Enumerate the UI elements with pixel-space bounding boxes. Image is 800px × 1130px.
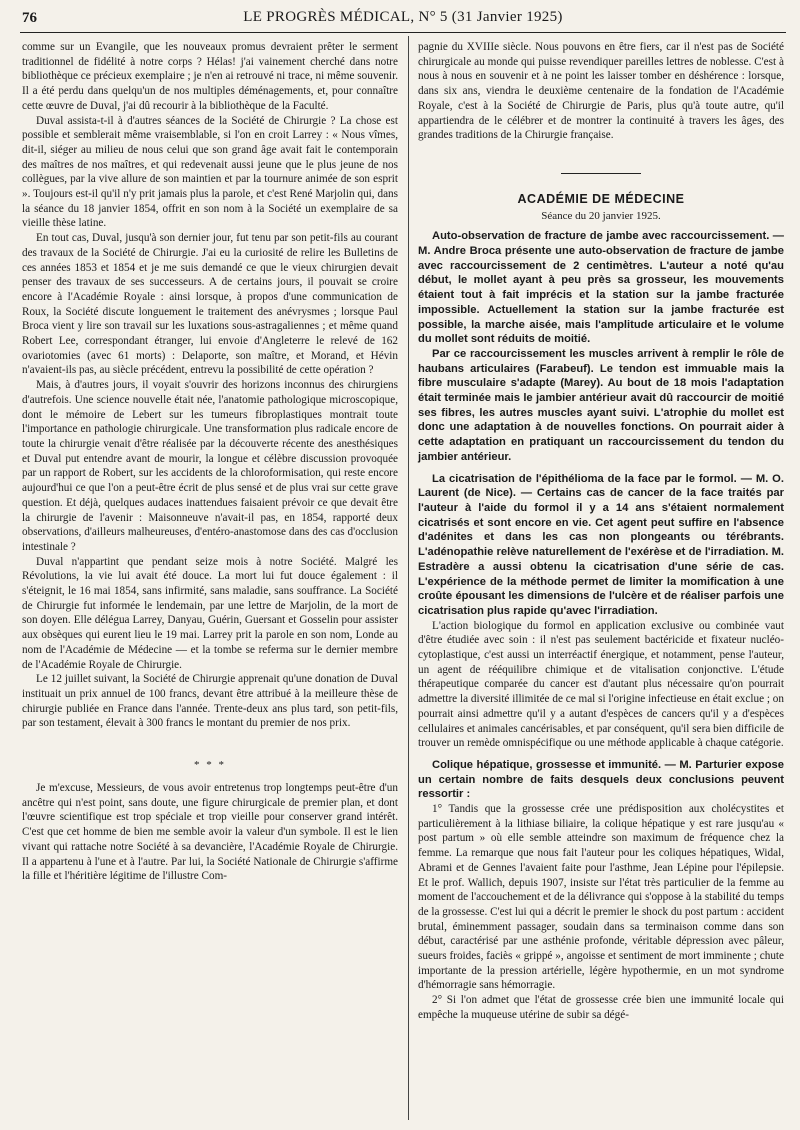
paragraph: 2° Si l'on admet que l'état de grossesse crée bien une immunité locale qui empêche la muqueuse utérine de subir sa dégé- xyxy=(418,994,784,1021)
paragraph: L'action biologique du formol en application exclusive ou combinée vaut d'être étudiée avec soin : il n'est pas seulement bactéricide et fixateur nucléo-cytoplastique, c'est aussi un interréactif énergique, et notamment, pense l'auteur, un agent de rééquilibre chimique et de vitalisation conjonctive. L'étude thérapeutique comparée du cancer est d'autant plus nécessaire qu'on pourrait admettre la diversité illimitée de ce mal si l'origine infectieuse en était exclue ; on pourrait ainsi admettre qu'il y a autant d'espèces de cancers qu'il y a d'espèces cellulaires et animales cancérisables, et par conséquent, qu'il sera bien difficile de trouver un remède omnispécifique ou une méthode applicable à chaque catégorie. xyxy=(418,619,784,750)
paragraph: 1° Tandis que la grossesse crée une prédisposition aux cholécystites et particulièrement à la lithiase biliaire, la colique hépatique y est rare jusqu'au « post partum » où elle semble atteindre son maximum de fréquence chez la femme. La remarque que nous fait l'auteur pour les coliques hépatiques, Widal, Abrami et de Gennes l'avaient faite pour l'asthme, Jean Lépine pour l'épilepsie. Et le prof. Wallich, depuis 1907, insiste sur l'état très particulier de la femme au moment de l'accouchement et de la délivrance qui s'oppose à la stabilité du temps de la grossesse. C'est lui qui a décrit le premier le shock du post partum : accident brutal, éminemment passager, soudain dans sa terminaison comme dans son début, caractérisé par une asthénie profonde, véritable dépression avec pâleur, sueurs froides, faciès « grippé », angoisse et sentiment de mort imminente ; chute importante de la pression artérielle, légère hypothermie, en un mot syndrome d'hémorragie sans hémorragie. xyxy=(418,803,784,992)
left-column xyxy=(22,40,398,1120)
paragraph: pagnie du XVIIIe siècle. Nous pouvons en être fiers, car il n'est pas de Société chirurgicale au monde qui puisse revendiquer pareilles lettres de noblesse. C'est à nous à nous en souvenir et à ne point les laisser tomber en déshérence : lorsque, dans six ans, viendra le deuxième centenaire de la fondation de l'Académie Royale, c'est à la Société de Chirurgie de Paris, plus qu'à toute autre, qu'il appartiendra de le célébrer et de montrer la continuité à travers les âges, des grandes traditions de la Chirurgie française. xyxy=(418,41,784,142)
paragraph: La cicatrisation de l'épithélioma de la face par le formol. — M. O. Laurent (de Nice). — Certains cas de cancer de la face traités par l'auteur à l'aide du formol il y a 14 ans s'étaient normalement cicatrisés et sont encore en vie. Cet agent peut suffire en l'absence d'adénites et dans les cas non plongeants ou térébrants. L'adénopathie relève naturellement de l'exérèse et de l'irradiation. M. Estradère a aussi obtenu la cicatrisation d'une série de cas. L'expérience de la méthode permet de limiter la momification à une croûte épousant les dimensions de l'ulcère et de réaliser parfois une cicatrisation plus rapide qu'avec l'irradiation. xyxy=(418,472,784,617)
paragraph: comme sur un Evangile, que les nouveaux promus devraient prêter le serment traditionnel de fidélité à notre corps ? Hélas! j'ai vainement cherché dans notre bibliothèque ce précieux exemplaire ; je n'en ai retrouvé ni trace, ni même souvenir. Il a été perdu dans quelqu'un de nos multiples déménagements, et, pour connaître cette œuvre de Duval, j'ai dû recourir à la bibliothèque de la Faculté. xyxy=(22,41,398,112)
section-date: Séance du 20 janvier 1925. xyxy=(541,209,661,222)
paragraph: Par ce raccourcissement les muscles arrivent à remplir le rôle de haubans articulaires (Farabeuf). Le tendon est immuable mais la fibre musculaire s'adapte (Marey). Au bout de 18 mois l'adaptation était terminée mais le jambier antérieur avait dû raccourcir de moitié ses fibres, les autres muscles ayant suivi. L'atrophie du mollet est donc une adaptation à de nouvelles fonctions. On pourrait aider à cette adaptation en pratiquant un raccourcissement du tendon du jambier antérieur. xyxy=(418,347,784,463)
paragraph: Mais, à d'autres jours, il voyait s'ouvrir des horizons inconnus des chirurgiens d'autrefois. Une science nouvelle était née, l'anatomie pathologique microscopique, dont le mémoire de Lebert sur les tumeurs fibroplastiques montrait toute l'importance en pathologie chirurgicale. Une transformation plus radicale encore de toute la chirurgie venait d'être réalisée par la découverte récente des anesthésiques et Duval put entendre avant de mourir, la longue et célèbre discussion provoquée par un rapport de Robert, sur les accidents de la chloroformisation, qui reste encore aujourd'hui ce que l'on a peut-être écrit de plus sensé et de plus vrai sur cette grave question. Et déjà, quelques audaces inattendues faisaient prévoir ce que devait être la chirurgie de l'avenir : Maisonneuve n'avait-il pas, en 1854, rapporté deux observations, d'ailleurs malheureuses, d'entéro-anastomose dans des cas d'occlusion intestinale ? xyxy=(22,379,398,553)
page-header xyxy=(20,6,786,33)
paragraph: Auto-observation de fracture de jambe avec raccourcissement. — M. Andre Broca présente une auto-observation de fracture de jambe avec raccourcissement de 2 centimètres. L'auteur a noté qu'au début, le mollet ayant à peu près sa grosseur, les mouvements étaient tout à fait imprécis et la station sur la jambe fracturée impossible. Actuellement la station sur la jambe fracturée est possible, la marche aisée, mais l'amplitude articulaire et le volume du mollet sont réduits de moitié. xyxy=(418,230,784,346)
right-column xyxy=(418,40,784,1120)
paragraph: Duval n'appartint que pendant seize mois à notre Société. Malgré les Révolutions, la vie lui avait été douce. La mort lui fut douce également : il s'éteignit, le 16 mai 1854, sans infirmité, sans maladie, sans souffrance. La Société de Chirurgie fut informée le lendemain, par une lettre de Marjolin, de la mort de son doyen. Elle délégua Larrey, Danyau, Guérin, Guersant et Gosselin pour assister aux obsèques qui eurent lieu le 19 mai. Larrey prit la parole en son nom, Londe au nom de l'Académie de Médecine — et la tombe se referma sur le dernier membre de l'Académie Royale de Chirurgie. xyxy=(22,555,398,671)
paragraph: En tout cas, Duval, jusqu'à son dernier jour, fut tenu par son petit-fils au courant des travaux de la Société de Chirurgie. J'ai eu la curiosité de relire les Bulletins de ces années 1853 et 1854 et je me suis demandé ce que le vieux chirurgien devait penser des travaux de ses successeurs. A de certains jours, il pouvait se croire encore à l'Académie Royale : ainsi lorsque, à propos d'une communication de Roux, la Société discute longuement le traitement des anévrysmes ; lorsque Paul Broca vient y lire son travail sur les luxations sous-astragaliennes ; et même quand Robert Lee, correspondant étranger, lui envoie d'Angleterre le relevé de 162 ovariotomies (avec 61 morts) : Delaporte, son maître, et Morand, et Hévin n'avaient-ils pas, au siècle précédent, entrevu la possibilité de cette opération ? xyxy=(22,232,398,377)
paragraph: Le 12 juillet suivant, la Société de Chirurgie apprenait qu'une donation de Duval instituait un prix annuel de 100 francs, devant être attribué à la meilleure thèse de chirurgie publiée en France dans l'année. Trente-deux ans plus tard, son petit-fils, par son testament, élevait à 300 francs le montant du premier de nos prix. xyxy=(22,673,398,730)
column-divider xyxy=(408,36,409,1120)
paragraph: Je m'excuse, Messieurs, de vous avoir entretenus trop longtemps peut-être d'un ancêtre qui n'est point, sans doute, une figure chirurgicale de premier plan, et dont l'œuvre scientifique est trop spéciale et trop vieille pour conserver grand intérêt. C'est que cet homme de bien me semble avoir la valeur d'un symbole. Il est le lien vivant qui rattache notre Société à sa devancière, l'Académie Royale de Chirurgie. Il a appartenu à l'une et à l'autre. Par lui, la Société Nationale de Chirurgie s'affirme la fille et l'héritière légitime de l'illustre Com- xyxy=(22,782,398,883)
section-separator-stars: * * * xyxy=(194,759,226,772)
journal-title: LE PROGRÈS MÉDICAL, N° 5 (31 Janvier 1925) xyxy=(243,9,563,25)
paragraph: Duval assista-t-il à d'autres séances de la Société de Chirurgie ? La chose est possible et semblerait même vraisemblable, si l'on en croit Larrey : « Nous vîmes, dit-il, siéger au milieu de nous celui que son grand âge avait fait le contemporain des maîtres de nos maîtres, et qui redevenait aussi jeune que le plus jeune de nos collègues, par la vive allure de son maintien et par la tournure animée de son esprit ». Toujours est-il qu'il n'y prit jamais plus la parole, et c'est René Marjolin qui, dans la séance du 18 janvier 1854, offrit en son nom à la Société un exemplaire de sa vieille thèse latine. xyxy=(22,114,398,230)
section-title: ACADÉMIE DE MÉDECINE xyxy=(517,191,685,206)
page-number: 76 xyxy=(22,10,37,26)
paragraph: Colique hépatique, grossesse et immunité. — M. Parturier expose un certain nombre de faits desquels deux conclusions peuvent ressortir : xyxy=(418,758,784,801)
section-rule xyxy=(561,173,641,174)
